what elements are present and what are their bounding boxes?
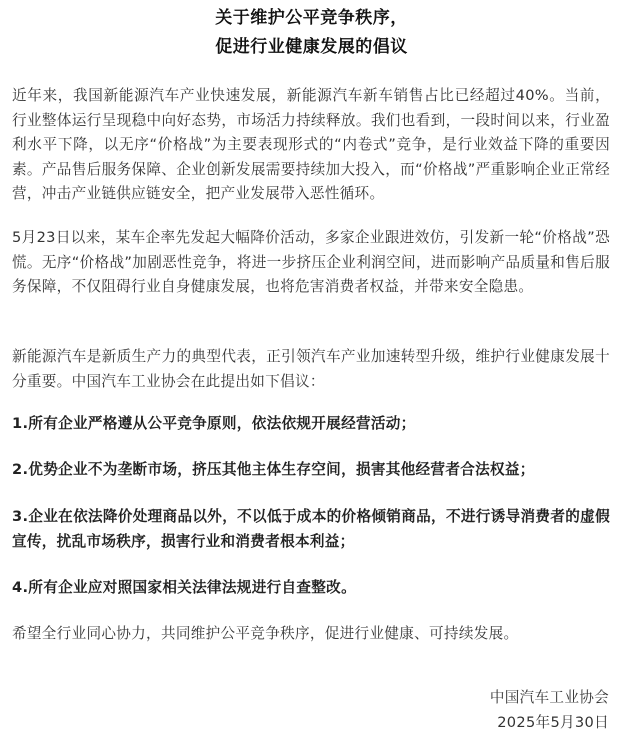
page-title-line-1: 关于维护公平竞争秩序， — [215, 8, 408, 28]
signature-organization: 中国汽车工业协会 — [489, 689, 609, 706]
signature-date: 2025年5月30日 — [497, 714, 609, 731]
initiative-item-4: 4.所有企业应对照国家相关法律法规进行自查整改。 — [12, 579, 356, 596]
initiative-item-1: 1.所有企业严格遵从公平竞争原则，依法依规开展经营活动； — [12, 415, 416, 432]
page-title-line-2: 促进行业健康发展的倡议 — [215, 37, 408, 57]
paragraph-background: 近年来，我国新能源汽车产业快速发展，新能源汽车新车销售占比已经超过40%。当前，行业整体运行呈现稳中向好态势，市场活力持续释放。我们也看到，一段时间以来，行业盈利水平下降，以无序“价格战”为主要表现形式的“内卷式”竞争，是行业效益下降的重要因素。产品售后服务保障、企业创新发展需要持续加大投入，而“价格战”严重影响企业正常经营，冲击产业链供应链安全，把产业发展带入恶性循环。 — [12, 87, 610, 202]
initiative-item-2: 2.优势企业不为垄断市场，挤压其他主体生存空间，损害其他经营者合法权益； — [12, 461, 535, 478]
initiative-item-3: 3.企业在依法降价处理商品以外，不以低于成本的价格倾销商品，不进行诱导消费者的虚假宣传，扰乱市场秩序，损害行业和消费者根本利益； — [12, 508, 610, 550]
paragraph-closing: 希望全行业同心协力，共同维护公平竞争秩序，促进行业健康、可持续发展。 — [12, 625, 519, 642]
paragraph-initiative-intro: 新能源汽车是新质生产力的典型代表，正引领汽车产业加速转型升级，维护行业健康发展十分重要。中国汽车工业协会在此提出如下倡议： — [12, 348, 610, 390]
paragraph-price-war: 5月23日以来，某车企率先发起大幅降价活动，多家企业跟进效仿，引发新一轮“价格战”恐慌。无序“价格战”加剧恶性竞争，将进一步挤压企业利润空间，进而影响产品质量和售后服务保障，不仅阻碍行业自身健康发展，也将危害消费者权益，并带来安全隐患。 — [12, 229, 610, 295]
